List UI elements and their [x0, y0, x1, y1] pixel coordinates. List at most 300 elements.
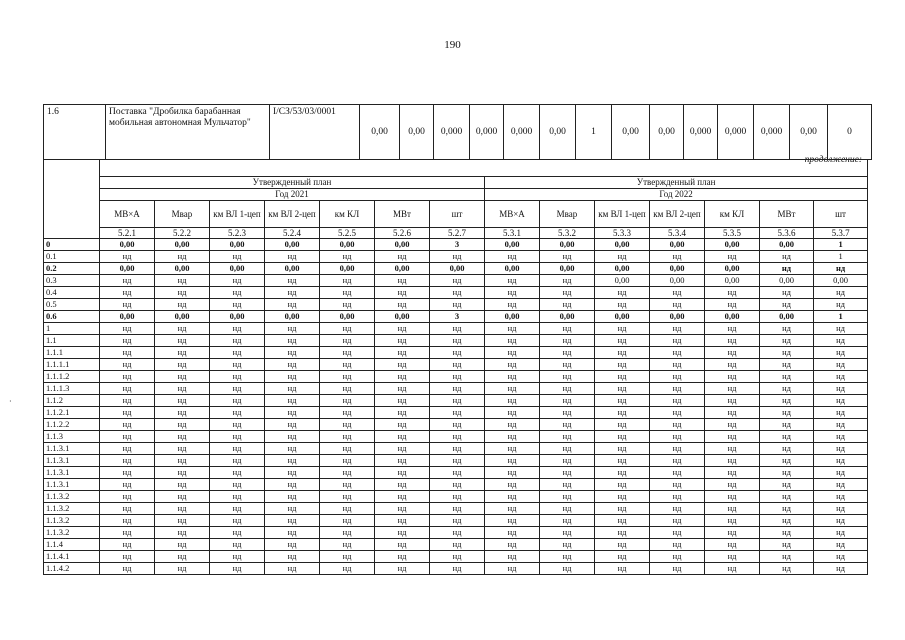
table-cell: нд — [265, 323, 320, 335]
table-cell: нд — [814, 491, 868, 503]
table-cell: нд — [540, 395, 595, 407]
table-cell: нд — [650, 431, 705, 443]
table-cell: 3 — [430, 239, 485, 251]
table-cell: нд — [155, 335, 210, 347]
project-code: I/СЗ/53/03/0001 — [270, 105, 360, 160]
table-cell: нд — [760, 527, 814, 539]
table-cell: нд — [430, 251, 485, 263]
table-cell: нд — [430, 491, 485, 503]
table-cell: нд — [650, 335, 705, 347]
table-cell: нд — [595, 479, 650, 491]
code-column-header: 5.3.5 — [705, 228, 760, 239]
project-value: 0,00 — [790, 105, 828, 160]
table-cell: нд — [595, 383, 650, 395]
table-cell: нд — [760, 371, 814, 383]
table-cell: нд — [210, 323, 265, 335]
table-row — [44, 323, 868, 335]
table-cell: нд — [814, 431, 868, 443]
table-cell: нд — [650, 539, 705, 551]
table-cell: нд — [265, 551, 320, 563]
table-cell: 1 — [814, 251, 868, 263]
table-cell: нд — [705, 371, 760, 383]
table-cell: нд — [375, 299, 430, 311]
project-value: 0,00 — [540, 105, 576, 160]
unit-column-header: км ВЛ 1-цеп — [210, 201, 265, 228]
project-description: Поставка "Дробилка барабанная мобильная автономная Мульчатор" — [106, 105, 270, 160]
code-column-header: 5.3.3 — [595, 228, 650, 239]
table-cell: нд — [650, 359, 705, 371]
table-cell: нд — [760, 479, 814, 491]
table-cell: 0,00 — [210, 263, 265, 275]
table-cell: нд — [430, 503, 485, 515]
project-value: 0 — [828, 105, 872, 160]
table-cell: нд — [375, 371, 430, 383]
table-cell: 0,00 — [155, 311, 210, 323]
table-cell: нд — [650, 419, 705, 431]
project-value: 0,000 — [434, 105, 470, 160]
table-cell: нд — [814, 515, 868, 527]
table-cell: нд — [485, 395, 540, 407]
table-cell: нд — [485, 359, 540, 371]
plan-table — [43, 159, 868, 575]
unit-column-header: км ВЛ 2-цеп — [265, 201, 320, 228]
table-cell: 0,00 — [595, 311, 650, 323]
project-value: 0,000 — [504, 105, 540, 160]
table-cell: нд — [650, 371, 705, 383]
table-cell: нд — [705, 251, 760, 263]
table-cell: нд — [760, 263, 814, 275]
table-cell: нд — [375, 275, 430, 287]
table-cell: 0,00 — [650, 311, 705, 323]
table-cell: нд — [210, 347, 265, 359]
table-cell: нд — [265, 491, 320, 503]
table-cell: нд — [100, 287, 155, 299]
row-label: 1.1.3.1 — [44, 467, 100, 479]
table-cell: нд — [705, 419, 760, 431]
table-cell: нд — [595, 443, 650, 455]
table-cell: нд — [485, 299, 540, 311]
table-cell: нд — [430, 419, 485, 431]
code-column-header: 5.3.6 — [760, 228, 814, 239]
table-row — [44, 551, 868, 563]
table-cell: нд — [650, 563, 705, 575]
table-cell: нд — [760, 443, 814, 455]
table-cell: нд — [265, 335, 320, 347]
table-cell: нд — [540, 515, 595, 527]
table-cell: нд — [265, 455, 320, 467]
table-row — [44, 239, 868, 251]
table-cell: нд — [760, 563, 814, 575]
table-cell: 0,00 — [650, 239, 705, 251]
table-cell: нд — [100, 491, 155, 503]
table-cell: нд — [100, 335, 155, 347]
table-cell: 1 — [814, 239, 868, 251]
table-cell: 0,00 — [650, 275, 705, 287]
table-cell: нд — [100, 455, 155, 467]
table-cell: нд — [595, 419, 650, 431]
table-cell: нд — [430, 383, 485, 395]
project-row-table — [43, 104, 872, 160]
table-cell: нд — [430, 515, 485, 527]
table-row — [44, 455, 868, 467]
table-cell: нд — [265, 503, 320, 515]
table-cell: нд — [100, 527, 155, 539]
table-cell: нд — [265, 539, 320, 551]
table-cell: нд — [540, 467, 595, 479]
table-cell: нд — [540, 563, 595, 575]
project-row — [44, 105, 872, 160]
table-cell: нд — [485, 323, 540, 335]
table-cell: нд — [375, 443, 430, 455]
code-column-header: 5.2.5 — [320, 228, 375, 239]
table-cell: нд — [320, 467, 375, 479]
table-cell: нд — [375, 335, 430, 347]
table-cell: нд — [760, 503, 814, 515]
table-cell: нд — [760, 431, 814, 443]
table-cell: 0,00 — [100, 311, 155, 323]
table-cell: нд — [430, 299, 485, 311]
table-row — [44, 251, 868, 263]
row-label: 0.3 — [44, 275, 100, 287]
table-cell: нд — [595, 395, 650, 407]
table-cell: нд — [814, 467, 868, 479]
table-cell: нд — [100, 359, 155, 371]
table-cell: нд — [595, 455, 650, 467]
table-cell: 0,00 — [760, 239, 814, 251]
table-cell: нд — [100, 419, 155, 431]
unit-header-row — [44, 201, 868, 228]
table-cell: нд — [485, 371, 540, 383]
code-column-header: 5.3.2 — [540, 228, 595, 239]
table-cell: нд — [485, 275, 540, 287]
table-cell: нд — [814, 323, 868, 335]
table-cell: нд — [705, 395, 760, 407]
table-cell: нд — [430, 467, 485, 479]
table-cell: нд — [650, 287, 705, 299]
table-row — [44, 563, 868, 575]
table-cell: нд — [705, 527, 760, 539]
table-cell: нд — [430, 287, 485, 299]
table-cell: нд — [540, 287, 595, 299]
table-cell: 1 — [814, 311, 868, 323]
table-cell: нд — [485, 407, 540, 419]
table-cell: нд — [265, 527, 320, 539]
table-cell: нд — [155, 455, 210, 467]
table-cell: нд — [650, 491, 705, 503]
table-cell: нд — [485, 515, 540, 527]
table-cell: нд — [375, 527, 430, 539]
unit-column-header: МВт — [760, 201, 814, 228]
table-cell: нд — [595, 563, 650, 575]
table-cell: нд — [814, 443, 868, 455]
table-cell: нд — [210, 539, 265, 551]
table-cell: нд — [155, 539, 210, 551]
table-cell: нд — [100, 443, 155, 455]
table-cell: нд — [265, 563, 320, 575]
table-cell: 0,00 — [595, 263, 650, 275]
table-cell: нд — [540, 503, 595, 515]
table-cell: нд — [760, 287, 814, 299]
table-cell: нд — [760, 515, 814, 527]
table-cell: нд — [814, 335, 868, 347]
table-row — [44, 275, 868, 287]
table-cell: 0,00 — [760, 311, 814, 323]
table-cell: нд — [705, 539, 760, 551]
table-cell: нд — [210, 527, 265, 539]
table-cell: нд — [320, 299, 375, 311]
table-cell: нд — [705, 407, 760, 419]
table-cell: нд — [100, 539, 155, 551]
table-cell: нд — [814, 479, 868, 491]
table-cell: нд — [814, 299, 868, 311]
table-cell: нд — [100, 467, 155, 479]
table-cell: 0,00 — [650, 263, 705, 275]
row-label: 1.1.3.2 — [44, 491, 100, 503]
table-cell: нд — [210, 503, 265, 515]
table-row — [44, 383, 868, 395]
table-cell: нд — [100, 407, 155, 419]
table-cell: нд — [814, 503, 868, 515]
table-cell: нд — [265, 359, 320, 371]
table-cell: нд — [155, 491, 210, 503]
table-cell: нд — [650, 443, 705, 455]
year-2022-header: Год 2022 — [485, 189, 868, 201]
row-label: 1.1.4 — [44, 539, 100, 551]
unit-column-header: шт — [814, 201, 868, 228]
table-cell: нд — [100, 503, 155, 515]
table-row — [44, 491, 868, 503]
code-column-header: 5.2.4 — [265, 228, 320, 239]
table-cell: нд — [375, 467, 430, 479]
table-cell: 0,00 — [485, 239, 540, 251]
table-cell: нд — [595, 551, 650, 563]
table-cell: нд — [595, 503, 650, 515]
table-cell: 0,00 — [320, 263, 375, 275]
table-cell: нд — [485, 527, 540, 539]
project-number: 1.6 — [44, 105, 106, 160]
table-cell: нд — [540, 551, 595, 563]
table-cell: 0,00 — [705, 263, 760, 275]
code-column-header: 5.3.7 — [814, 228, 868, 239]
table-cell: 0,00 — [155, 263, 210, 275]
table-cell: 0,00 — [760, 275, 814, 287]
table-cell: нд — [760, 455, 814, 467]
table-cell: нд — [210, 335, 265, 347]
table-cell: нд — [814, 383, 868, 395]
table-cell: нд — [814, 563, 868, 575]
table-cell: нд — [650, 347, 705, 359]
project-value: 0,000 — [754, 105, 790, 160]
year-2021-header: Год 2021 — [100, 189, 485, 201]
table-cell: 0,00 — [265, 311, 320, 323]
table-cell: нд — [814, 527, 868, 539]
table-cell: нд — [485, 347, 540, 359]
table-cell: нд — [650, 407, 705, 419]
table-cell: нд — [814, 347, 868, 359]
table-row — [44, 539, 868, 551]
table-cell: нд — [155, 503, 210, 515]
plan-2021-header: Утвержденный план — [100, 177, 485, 189]
table-cell: нд — [265, 419, 320, 431]
table-cell: нд — [485, 479, 540, 491]
table-cell: нд — [100, 323, 155, 335]
row-label: 1.1.3 — [44, 431, 100, 443]
table-cell: нд — [650, 383, 705, 395]
table-cell: нд — [814, 287, 868, 299]
row-label: 1.1.2.1 — [44, 407, 100, 419]
table-cell: нд — [485, 491, 540, 503]
table-cell: нд — [155, 371, 210, 383]
table-cell: нд — [540, 491, 595, 503]
table-cell: нд — [375, 251, 430, 263]
continuation-label: продолжение: — [804, 155, 862, 165]
table-cell: нд — [705, 551, 760, 563]
table-cell: 0,00 — [595, 275, 650, 287]
table-cell: нд — [760, 551, 814, 563]
table-cell: нд — [760, 419, 814, 431]
unit-column-header: км ВЛ 2-цеп — [650, 201, 705, 228]
table-cell: нд — [595, 407, 650, 419]
code-column-header: 5.2.1 — [100, 228, 155, 239]
table-cell: 0,00 — [540, 263, 595, 275]
project-value: 0,000 — [684, 105, 718, 160]
table-cell: нд — [430, 347, 485, 359]
table-cell: нд — [705, 443, 760, 455]
unit-column-header: км КЛ — [705, 201, 760, 228]
project-value: 0,00 — [612, 105, 650, 160]
table-cell: 0,00 — [705, 311, 760, 323]
table-cell: 0,00 — [320, 311, 375, 323]
table-cell: 0,00 — [375, 239, 430, 251]
table-cell: нд — [155, 419, 210, 431]
table-cell: нд — [540, 347, 595, 359]
table-cell: нд — [210, 419, 265, 431]
table-cell: нд — [265, 251, 320, 263]
unit-column-header: Мвар — [540, 201, 595, 228]
table-cell: нд — [265, 407, 320, 419]
table-cell: нд — [265, 275, 320, 287]
table-cell: 0,00 — [430, 263, 485, 275]
code-column-header: 5.2.6 — [375, 228, 430, 239]
table-cell: нд — [265, 515, 320, 527]
table-cell: нд — [650, 251, 705, 263]
table-row — [44, 287, 868, 299]
table-cell: 0,00 — [540, 239, 595, 251]
table-cell: нд — [760, 323, 814, 335]
unit-column-header: Мвар — [155, 201, 210, 228]
code-column-header: 5.3.4 — [650, 228, 705, 239]
table-cell: нд — [155, 347, 210, 359]
table-cell: нд — [650, 455, 705, 467]
table-cell: нд — [485, 551, 540, 563]
table-cell: нд — [210, 383, 265, 395]
table-cell: нд — [210, 467, 265, 479]
table-cell: нд — [705, 359, 760, 371]
row-label: 1.1.3.1 — [44, 443, 100, 455]
table-cell: нд — [320, 431, 375, 443]
table-top-spacer-row — [44, 160, 868, 177]
margin-mark: · — [9, 397, 12, 406]
table-cell: нд — [430, 563, 485, 575]
table-row — [44, 335, 868, 347]
row-label: 1.1.1 — [44, 347, 100, 359]
table-cell: нд — [430, 407, 485, 419]
row-label: 0.4 — [44, 287, 100, 299]
table-row — [44, 479, 868, 491]
table-cell: 0,00 — [265, 263, 320, 275]
table-cell: нд — [540, 299, 595, 311]
table-cell: нд — [155, 299, 210, 311]
table-cell: нд — [485, 539, 540, 551]
table-cell: нд — [375, 287, 430, 299]
table-cell: нд — [210, 443, 265, 455]
table-cell: нд — [320, 359, 375, 371]
table-cell: нд — [595, 251, 650, 263]
table-cell: нд — [100, 515, 155, 527]
table-cell: нд — [650, 527, 705, 539]
table-cell: нд — [705, 383, 760, 395]
table-cell: нд — [320, 275, 375, 287]
table-row — [44, 371, 868, 383]
table-cell: 0,00 — [705, 239, 760, 251]
table-cell: нд — [705, 455, 760, 467]
row-label: 1.1.1.2 — [44, 371, 100, 383]
table-cell: нд — [595, 527, 650, 539]
table-cell: нд — [100, 395, 155, 407]
table-cell: нд — [540, 479, 595, 491]
table-cell: нд — [540, 419, 595, 431]
table-cell: нд — [100, 551, 155, 563]
table-cell: нд — [430, 395, 485, 407]
table-row — [44, 431, 868, 443]
table-row — [44, 299, 868, 311]
page-number: 190 — [444, 39, 461, 51]
table-cell: нд — [705, 563, 760, 575]
table-cell: нд — [375, 491, 430, 503]
table-cell: нд — [814, 407, 868, 419]
table-cell: 0,00 — [320, 239, 375, 251]
table-cell: нд — [485, 335, 540, 347]
table-cell: 0,00 — [705, 275, 760, 287]
table-cell: 0,00 — [814, 275, 868, 287]
table-cell: нд — [430, 335, 485, 347]
row-label: 1.1.1.1 — [44, 359, 100, 371]
table-cell: нд — [210, 359, 265, 371]
table-cell: нд — [265, 383, 320, 395]
table-cell: нд — [760, 335, 814, 347]
table-cell: нд — [705, 467, 760, 479]
table-cell: нд — [430, 431, 485, 443]
table-cell: нд — [320, 515, 375, 527]
unit-column-header: МВ×А — [485, 201, 540, 228]
table-cell: нд — [265, 431, 320, 443]
table-cell: нд — [375, 407, 430, 419]
table-cell: нд — [375, 563, 430, 575]
table-cell: нд — [485, 443, 540, 455]
table-cell: нд — [320, 479, 375, 491]
table-cell: нд — [375, 503, 430, 515]
table-row — [44, 467, 868, 479]
year-header-row — [44, 189, 868, 201]
table-cell: нд — [100, 347, 155, 359]
table-cell: нд — [595, 467, 650, 479]
table-cell: нд — [760, 251, 814, 263]
header-corner-cell — [44, 160, 100, 239]
table-cell: нд — [595, 299, 650, 311]
table-cell: нд — [155, 359, 210, 371]
table-cell: нд — [485, 455, 540, 467]
table-cell: нд — [705, 299, 760, 311]
